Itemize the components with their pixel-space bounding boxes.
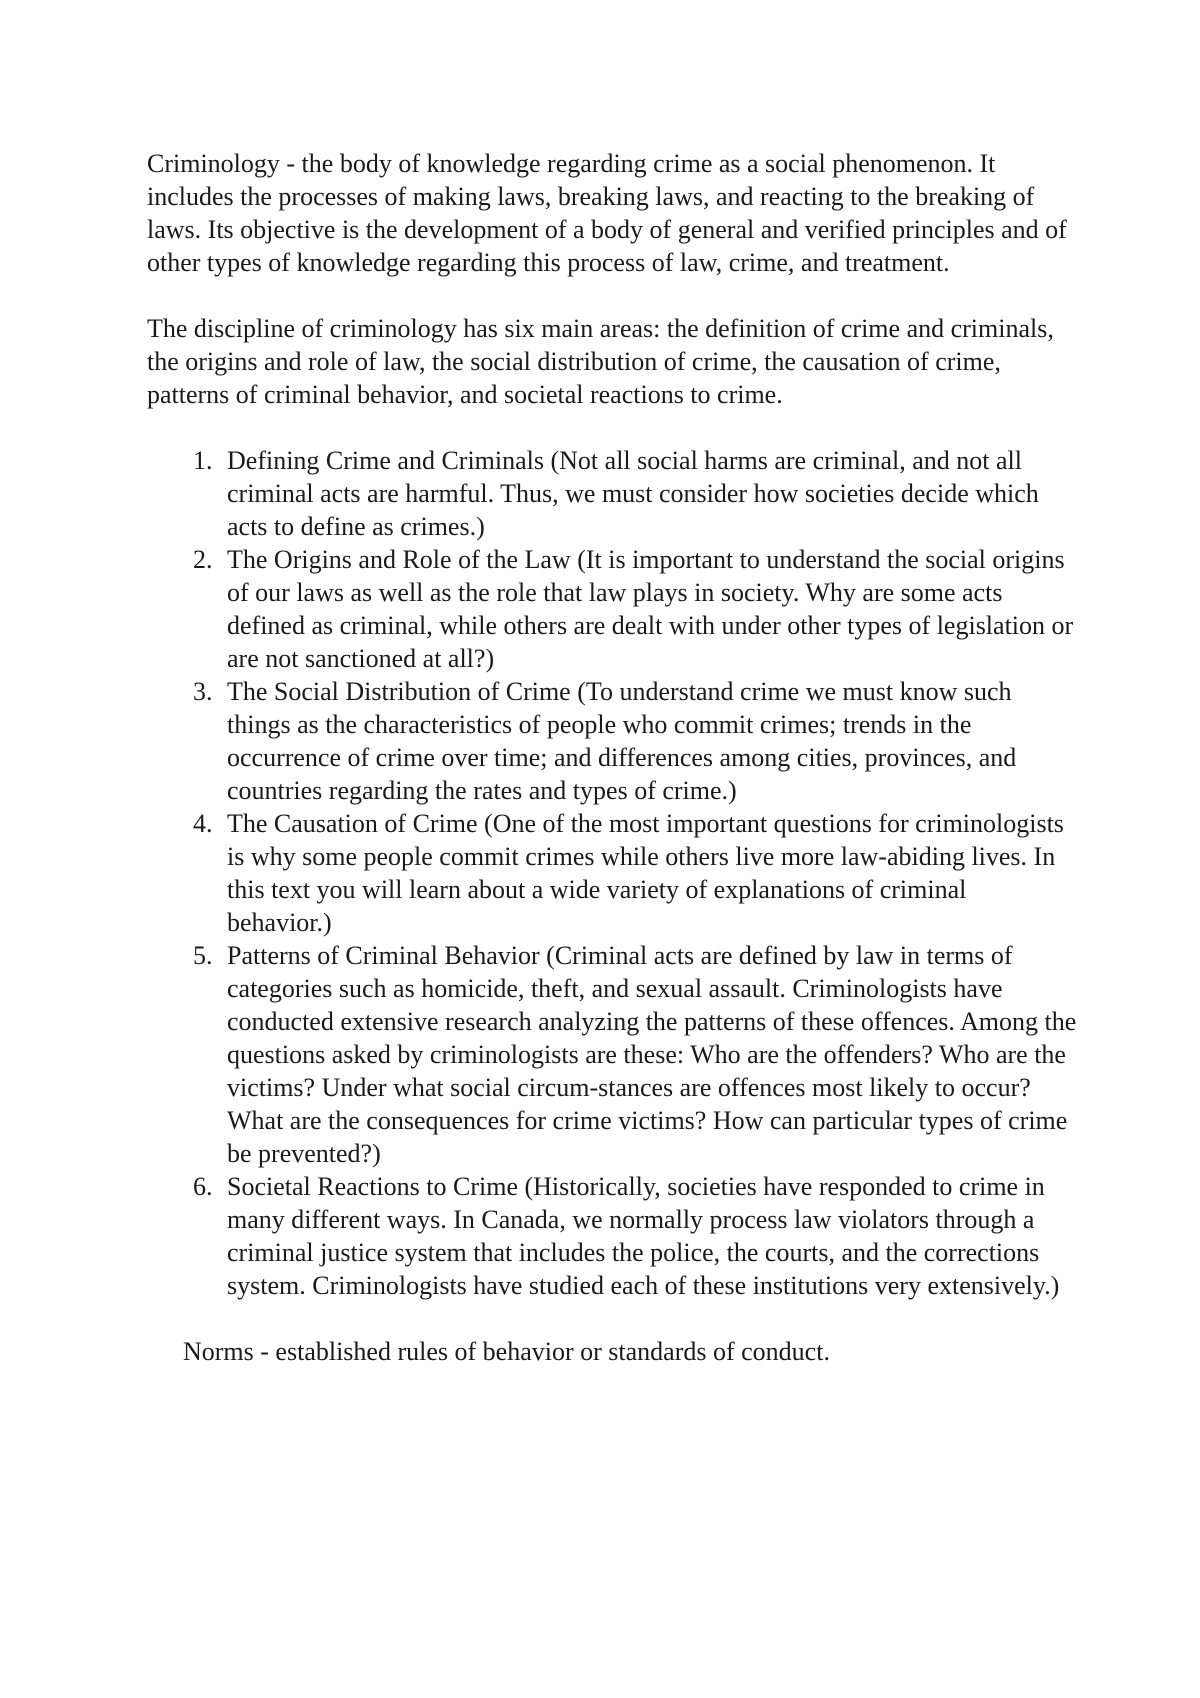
list-item: 6. Societal Reactions to Crime (Historically, societies have responded to crime in many different ways. In Canada, we normally process law violators through a criminal justice system that includes the police, the courts, and the corrections system. Criminologists have studied each of these institutions very extensively.): [219, 1170, 1077, 1302]
norms-definition: Norms - established rules of behavior or standards of conduct.: [183, 1337, 830, 1366]
list-item: 5. Patterns of Criminal Behavior (Criminal acts are defined by law in terms of categories such as homicide, theft, and sexual assault. Criminologists have conducted extensive research analyzing the patterns of these offences. Among the questions asked by criminologists are these: Who are the offenders? Who are the victims? Under what social circum-stances are offences most likely to occur? What are the consequences for crime victims? How can particular types of crime be prevented?): [219, 939, 1077, 1170]
list-item: 3. The Social Distribution of Crime (To understand crime we must know such things as the characteristics of people who commit crimes; trends in the occurrence of crime over time; and differences among cities, provinces, and countries regarding the rates and types of crime.): [219, 675, 1077, 807]
list-item: 2. The Origins and Role of the Law (It is important to understand the social origins of our laws as well as the role that law plays in society. Why are some acts defined as criminal, while others are dealt with under other types of legislation or are not sanctioned at all?): [219, 543, 1077, 675]
six-areas-list: [147, 444, 1077, 1302]
list-item: 4. The Causation of Crime (One of the most important questions for criminologists is why some people commit crimes while others live more law-abiding lives. In this text you will learn about a wide variety of explanations of criminal behavior.): [219, 807, 1077, 939]
six-areas-intro-paragraph: The discipline of criminology has six main areas: the definition of crime and criminals, the origins and role of law, the social distribution of crime, the causation of crime, patterns of criminal behavior, and societal reactions to crime.: [147, 314, 1054, 409]
criminology-definition-paragraph: Criminology - the body of knowledge regarding crime as a social phenomenon. It includes the processes of making laws, breaking laws, and reacting to the breaking of laws. Its objective is the development of a body of general and verified principles and of other types of knowledge regarding this process of law, crime, and treatment.: [147, 149, 1067, 277]
document-body: [147, 147, 1077, 1368]
list-item: 1. Defining Crime and Criminals (Not all social harms are criminal, and not all criminal acts are harmful. Thus, we must consider how societies decide which acts to define as crimes.): [219, 444, 1077, 543]
